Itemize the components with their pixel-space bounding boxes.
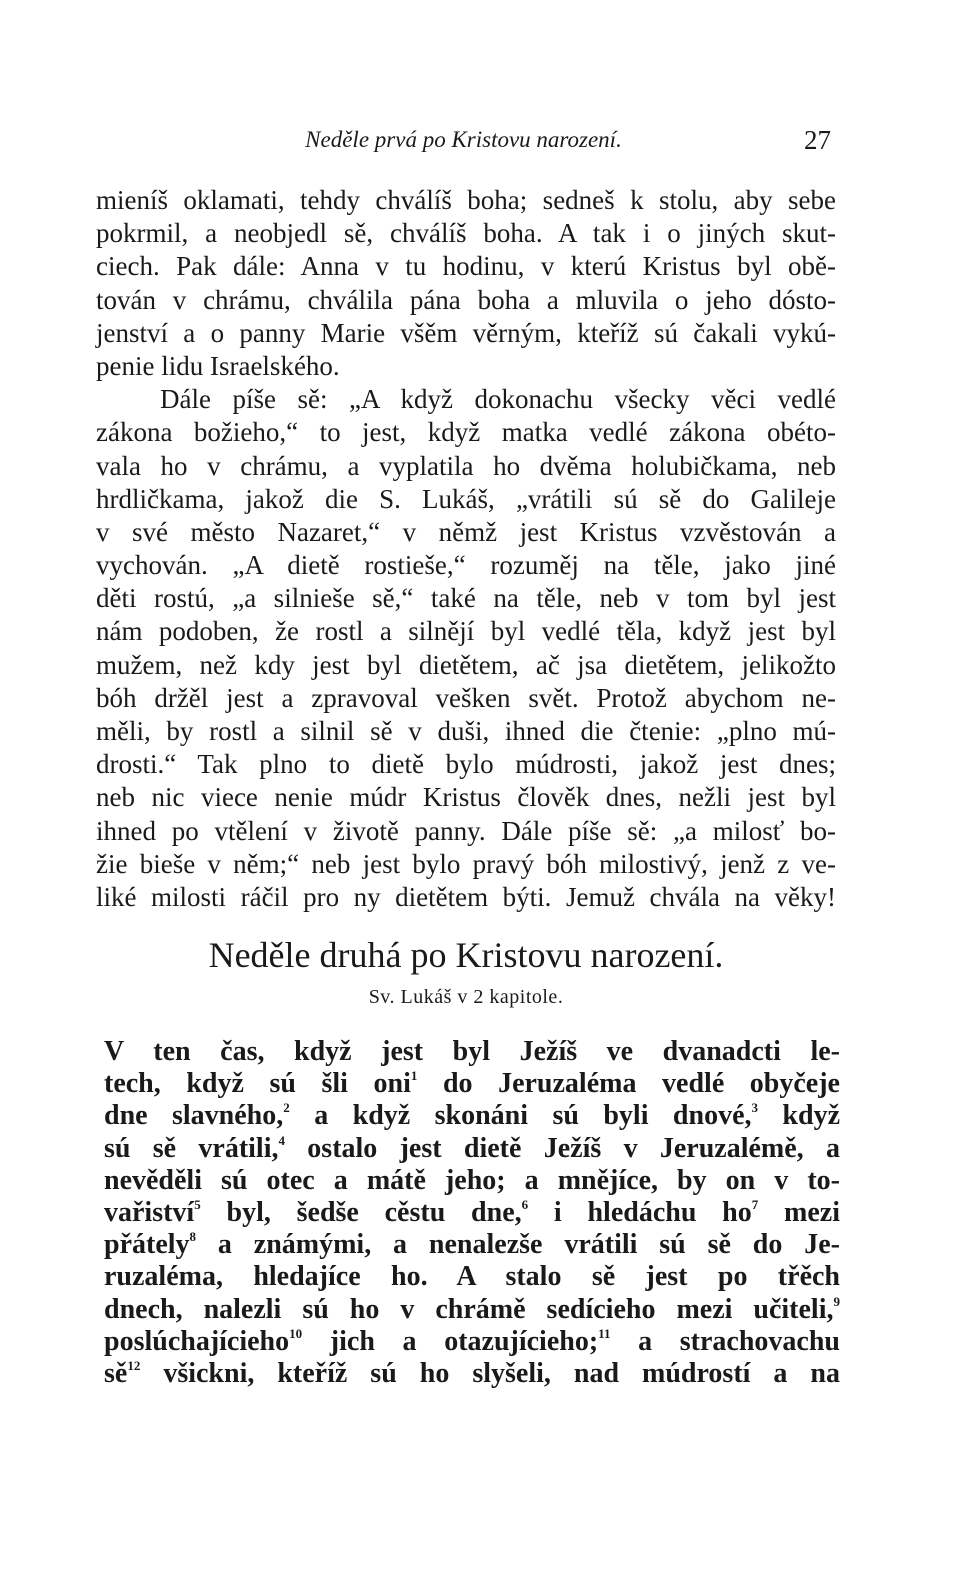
text-segment: a když skonáni sú byli dnové, <box>289 1100 752 1132</box>
running-title: Neděle prvá po Kristovu narození. <box>305 127 622 152</box>
text-line: penie lidu Israelského. <box>96 350 340 381</box>
text-line: měli, by rostl a silnil sě v duši, ihned die čtenie: „plno mú- <box>96 716 836 746</box>
text-segment: sú sě vrátili, <box>104 1132 279 1164</box>
text-line <box>104 1036 840 1068</box>
text-segment: nevěděli sú otec a mátě jeho; a mnějíce, by on v to- <box>104 1164 840 1196</box>
text-line: děti rostú, „a silnieše sě,“ také na těle, neb v tom byl jest <box>96 583 836 614</box>
text-line <box>104 1100 840 1132</box>
text-segment: tech, když sú šli oni <box>104 1068 411 1100</box>
text-line <box>104 1261 840 1293</box>
text-line: tován v chrámu, chválila pána boha a mluvila o jeho dósto- <box>96 284 836 315</box>
text-line: vala ho v chrámu, a vyplatila ho dvěma holubičkama, neb <box>96 450 836 481</box>
text-segment: byl, šedše cěstu dne, <box>200 1196 522 1228</box>
running-head <box>96 120 831 160</box>
text-segment: a známými, a nenalezše vrátili sú sě do Je- <box>196 1229 840 1261</box>
text-segment: vařiství <box>104 1196 195 1228</box>
text-line: mužem, než kdy jest byl dietětem, ač jsa dietětem, jelikožto <box>96 649 836 680</box>
text-segment: ostalo jest dietě Ježíš v Jeruzalémě, a <box>285 1132 840 1164</box>
text-segment: i hledáchu ho <box>528 1196 752 1228</box>
text-segment: poslúchajícieho <box>104 1325 290 1357</box>
text-line: pokrmil, a neobjedl sě, chválíš boha. A tak i o jiných skut- <box>96 218 836 249</box>
text-line <box>104 1165 840 1197</box>
text-line <box>104 1326 840 1358</box>
text-line <box>104 1294 840 1326</box>
text-line: zákona božieho,“ to jest, když matka vedlé zákona obéto- <box>96 417 836 448</box>
text-line: liké milosti ráčil pro ny dietětem býti. Jemuž chvála na věky! <box>96 881 836 912</box>
footnote-marker: 12 <box>127 1357 141 1373</box>
text-segment: ruzaléma, hledajíce ho. A stalo sě jest po třěch <box>104 1261 840 1293</box>
footnote-marker: 2 <box>283 1100 290 1116</box>
footnote-marker: 10 <box>289 1325 303 1341</box>
text-segment: sě <box>104 1357 128 1389</box>
footnote-marker: 9 <box>833 1293 840 1309</box>
text-line: ciech. Pak dále: Anna v tu hodinu, v kterú Kristus byl obě- <box>96 251 836 282</box>
footnote-marker: 1 <box>410 1068 418 1084</box>
text-line: hrdličkama, jakož die S. Lukáš, „vrátili sú sě do Galileje <box>96 483 836 514</box>
footnote-marker: 8 <box>189 1229 197 1245</box>
text-line: mieníš oklamati, tehdy chválíš boha; sedneš k stolu, aby sebe <box>96 185 836 215</box>
text-line <box>104 1133 840 1165</box>
text-line <box>104 1197 840 1229</box>
text-segment: dnech, nalezli sú ho v chrámě sedícieho mezi učiteli, <box>104 1293 834 1325</box>
text-block-first-sunday <box>96 184 836 914</box>
text-segment: přátely <box>104 1229 190 1261</box>
text-line: vychován. „A dietě rostieše,“ rozuměj na těle, jako jiné <box>96 550 836 581</box>
page-number: 27 <box>804 125 831 155</box>
gospel-text-block <box>104 1036 840 1390</box>
text-segment: jich a otazujícieho; <box>302 1325 599 1357</box>
text-segment: když <box>758 1100 841 1132</box>
text-line: drosti.“ Tak plno to dietě bylo múdrosti, jakož jest dnes; <box>96 749 836 780</box>
text-segment: a strachovachu <box>610 1325 840 1357</box>
text-line: v své město Nazaret,“ v němž jest Kristus vzvěstován a <box>96 516 836 547</box>
text-line: neb nic viece nenie múdr Kristus člověk dnes, nežli jest byl <box>96 782 836 813</box>
text-line <box>104 1358 840 1390</box>
text-segment: dne slavného, <box>104 1100 284 1132</box>
text-line <box>104 1229 840 1261</box>
text-line: jenství a o panny Marie všěm věrným, kteříž sú čakali vykú- <box>96 317 836 348</box>
text-segment: V ten čas, když jest byl Ježíš ve dvanadcti le- <box>104 1036 840 1067</box>
text-line: Dále píše sě: „A když dokonachu všecky věci vedlé <box>160 384 836 415</box>
text-line: bóh držěl jest a zpravoval vešken svět. Protož abychom ne- <box>96 682 836 713</box>
text-segment: do Jeruzaléma vedlé obyčeje <box>417 1068 840 1100</box>
text-line: nám podoben, že rostl a silnějí byl vedlé těla, když jest byl <box>96 616 836 647</box>
footnote-marker: 7 <box>751 1196 759 1212</box>
section-subheading: Sv. Lukáš v 2 kapitole. <box>368 986 564 1008</box>
section-heading: Neděle druhá po Kristovu narození. <box>208 935 724 975</box>
text-line: ihned po vtělení v životě panny. Dále píše sě: „a milosť bo- <box>96 815 836 846</box>
footnote-marker: 11 <box>598 1325 611 1341</box>
footnote-marker: 3 <box>751 1100 758 1116</box>
footnote-marker: 6 <box>521 1196 529 1212</box>
text-segment: všicknі, kteříž sú ho slyšeli, nad múdrostí a na <box>140 1357 840 1389</box>
text-line: žie bieše v něm;“ neb jest bylo pravý bóh milostivý, jenž z ve- <box>96 848 836 879</box>
footnote-marker: 5 <box>194 1196 201 1212</box>
text-segment: mezi <box>758 1196 841 1228</box>
footnote-marker: 4 <box>278 1132 285 1148</box>
text-line <box>104 1068 840 1100</box>
